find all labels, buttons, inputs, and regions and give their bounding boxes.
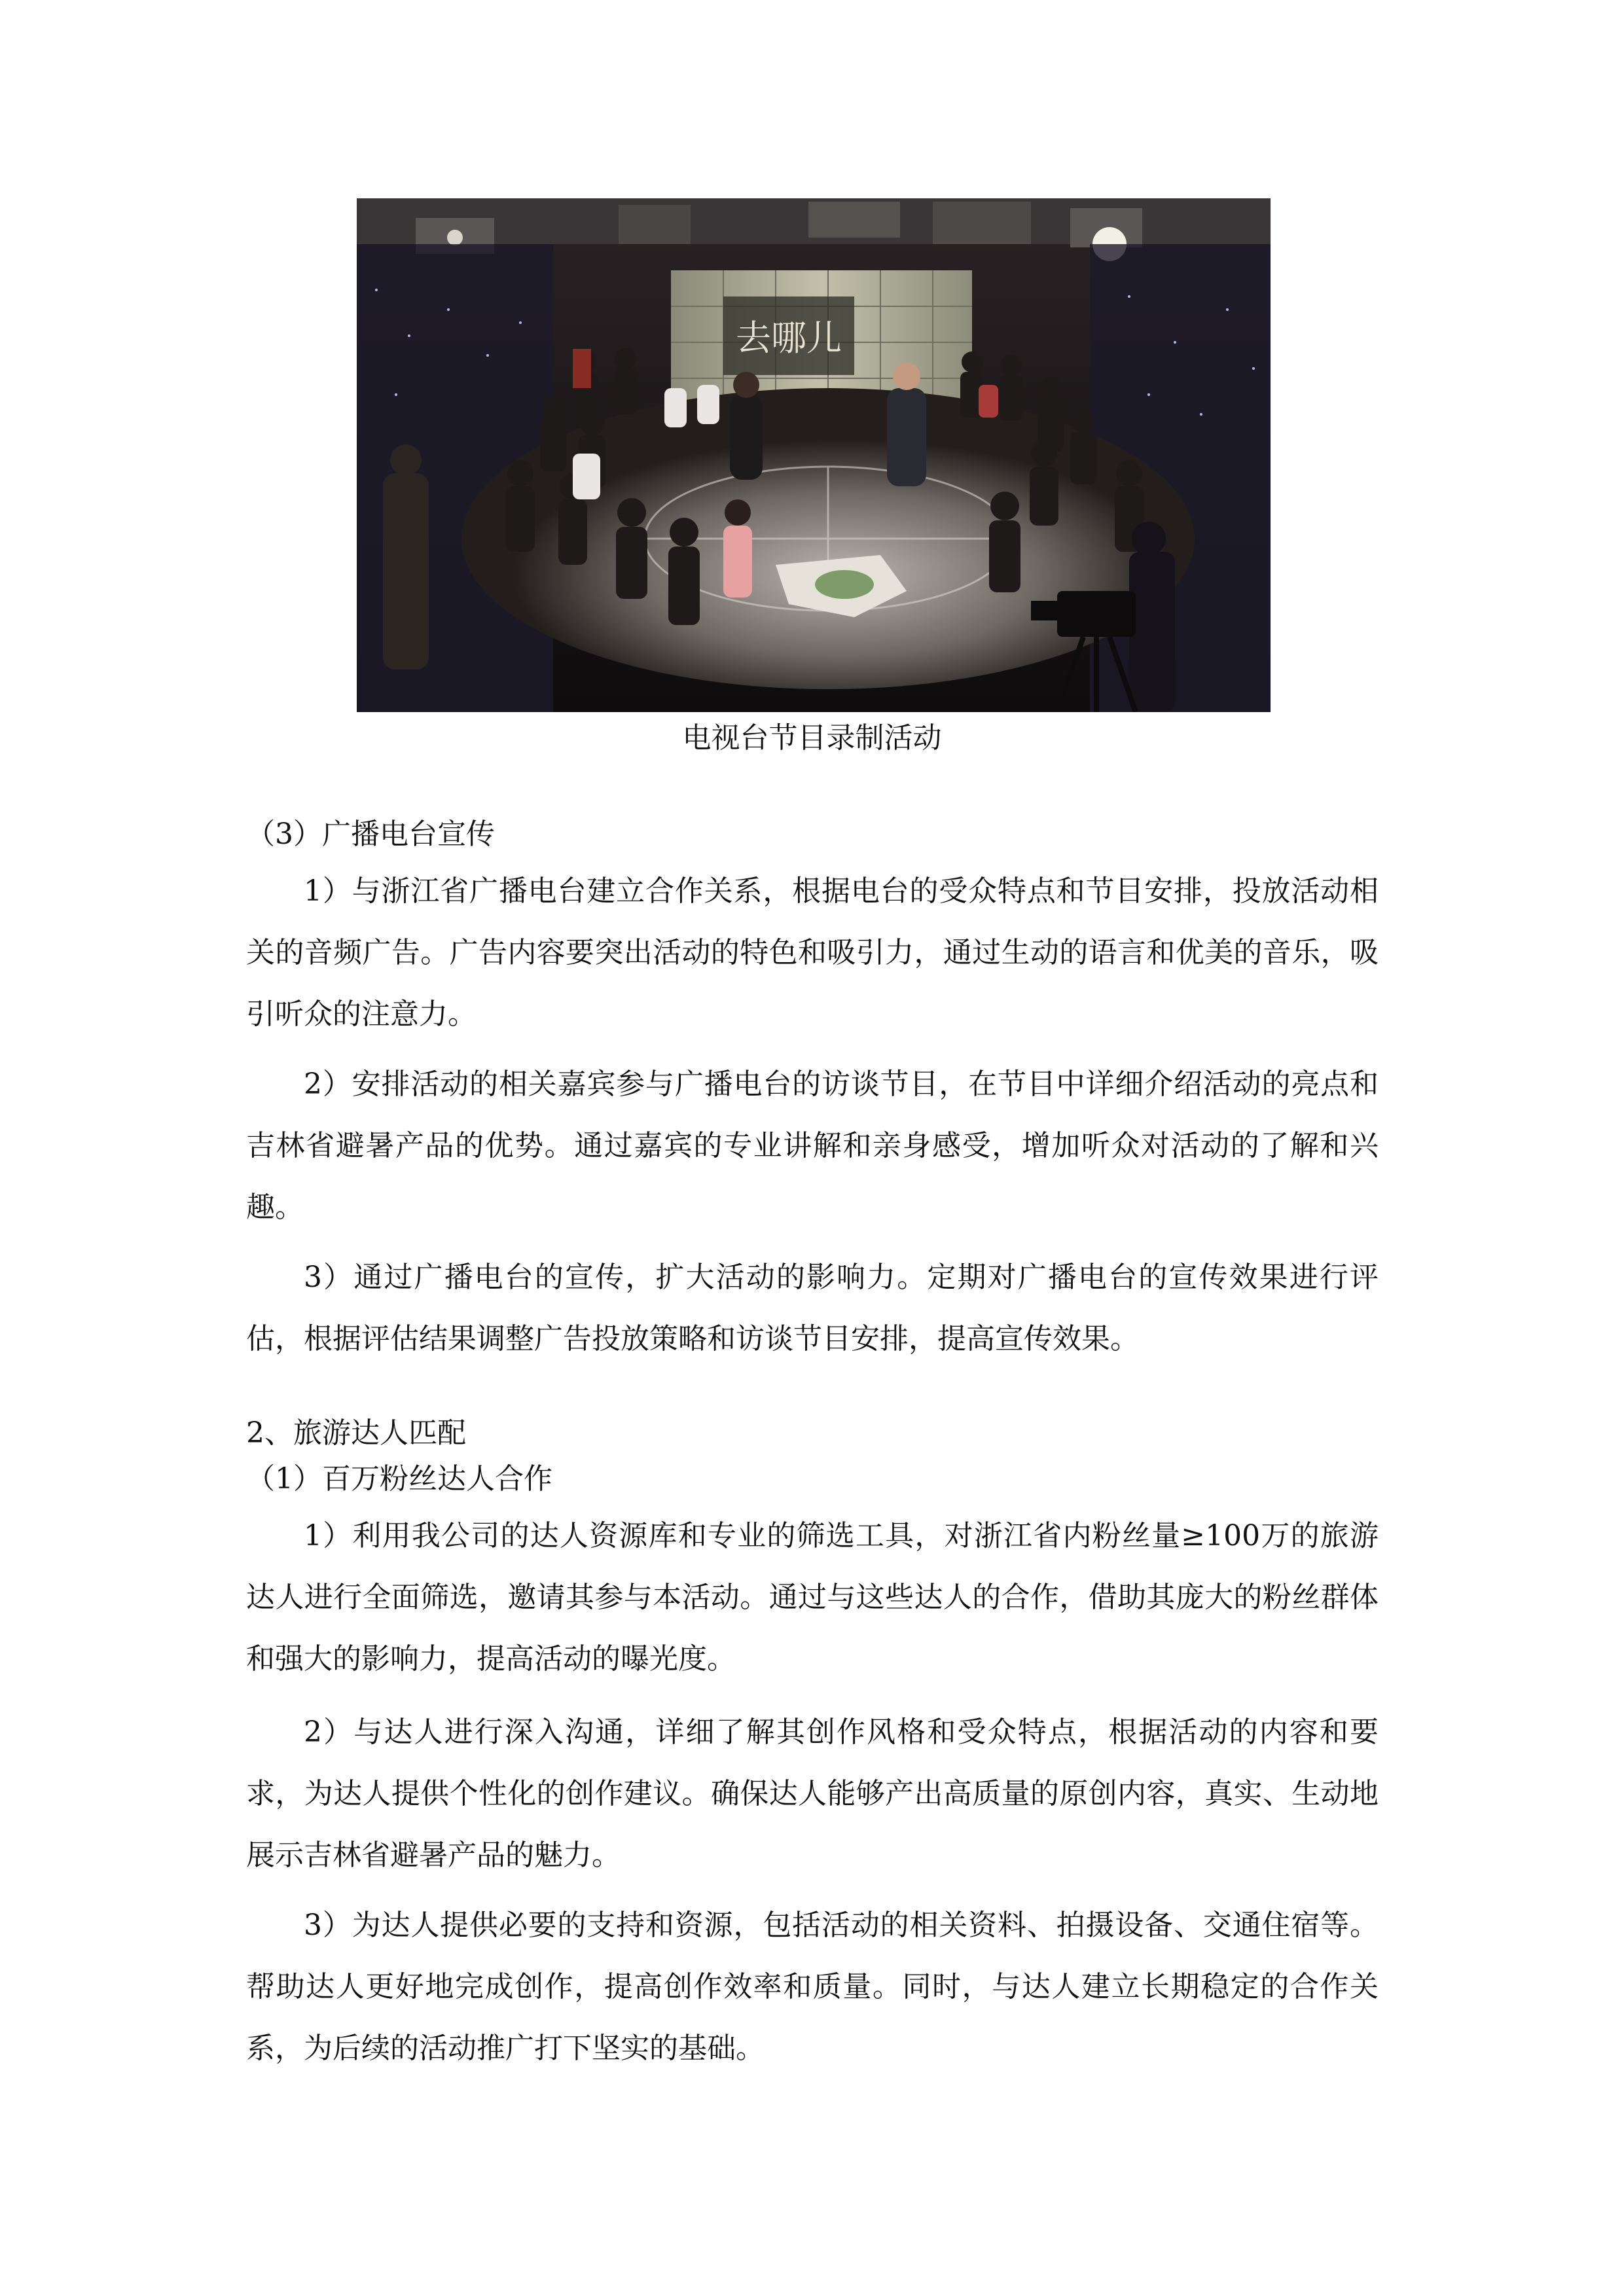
figure-caption: 电视台节目录制活动 (682, 721, 942, 755)
paragraph-influencer-3: 3）为达人提供必要的支持和资源，包括活动的相关资料、拍摄设备、交通住宿等。帮助达人更好地完成创作，提高创作效率和质量。同时，与达人建立长期稳定的合作关系，为后续的活动推广打下坚实的基础。 (246, 1909, 1379, 2065)
subsection-heading-million-fans: （1）百万粉丝达人合作 (246, 1462, 552, 1496)
paragraph-influencer-2: 2）与达人进行深入沟通，详细了解其创作风格和受众特点，根据活动的内容和要求，为达人提供个性化的创作建议。确保达人能够产出高质量的原创内容，真实、生动地展示吉林省避暑产品的魅力。 (246, 1715, 1379, 1872)
paragraph-radio-3: 3）通过广播电台的宣传，扩大活动的影响力。定期对广播电台的宣传效果进行评估，根据评估结果调整广告投放策略和访谈节目安排，提高宣传效果。 (246, 1261, 1379, 1355)
paragraph-radio-1: 1）与浙江省广播电台建立合作关系，根据电台的受众特点和节目安排，投放活动相关的音频广告。广告内容要突出活动的特色和吸引力，通过生动的语言和优美的音乐，吸引听众的注意力。 (246, 874, 1379, 1031)
section-heading-influencer: 2、旅游达人匹配 (246, 1416, 466, 1450)
screen-logo-text: 去哪儿 (736, 317, 842, 359)
studio-photo-illustration (357, 198, 1271, 712)
section-heading-radio: （3）广播电台宣传 (246, 817, 495, 851)
paragraph-radio-2: 2）安排活动的相关嘉宾参与广播电台的访谈节目，在节目中详细介绍活动的亮点和吉林省避暑产品的优势。通过嘉宾的专业讲解和亲身感受，增加听众对活动的了解和兴趣。 (246, 1067, 1379, 1224)
paragraph-influencer-1: 1）利用我公司的达人资源库和专业的筛选工具，对浙江省内粉丝量≥100万的旅游达人进行全面筛选，邀请其参与本活动。通过与这些达人的合作，借助其庞大的粉丝群体和强大的影响力，提高活动的曝光度。 (246, 1519, 1379, 1676)
studio-photo (357, 198, 1271, 712)
